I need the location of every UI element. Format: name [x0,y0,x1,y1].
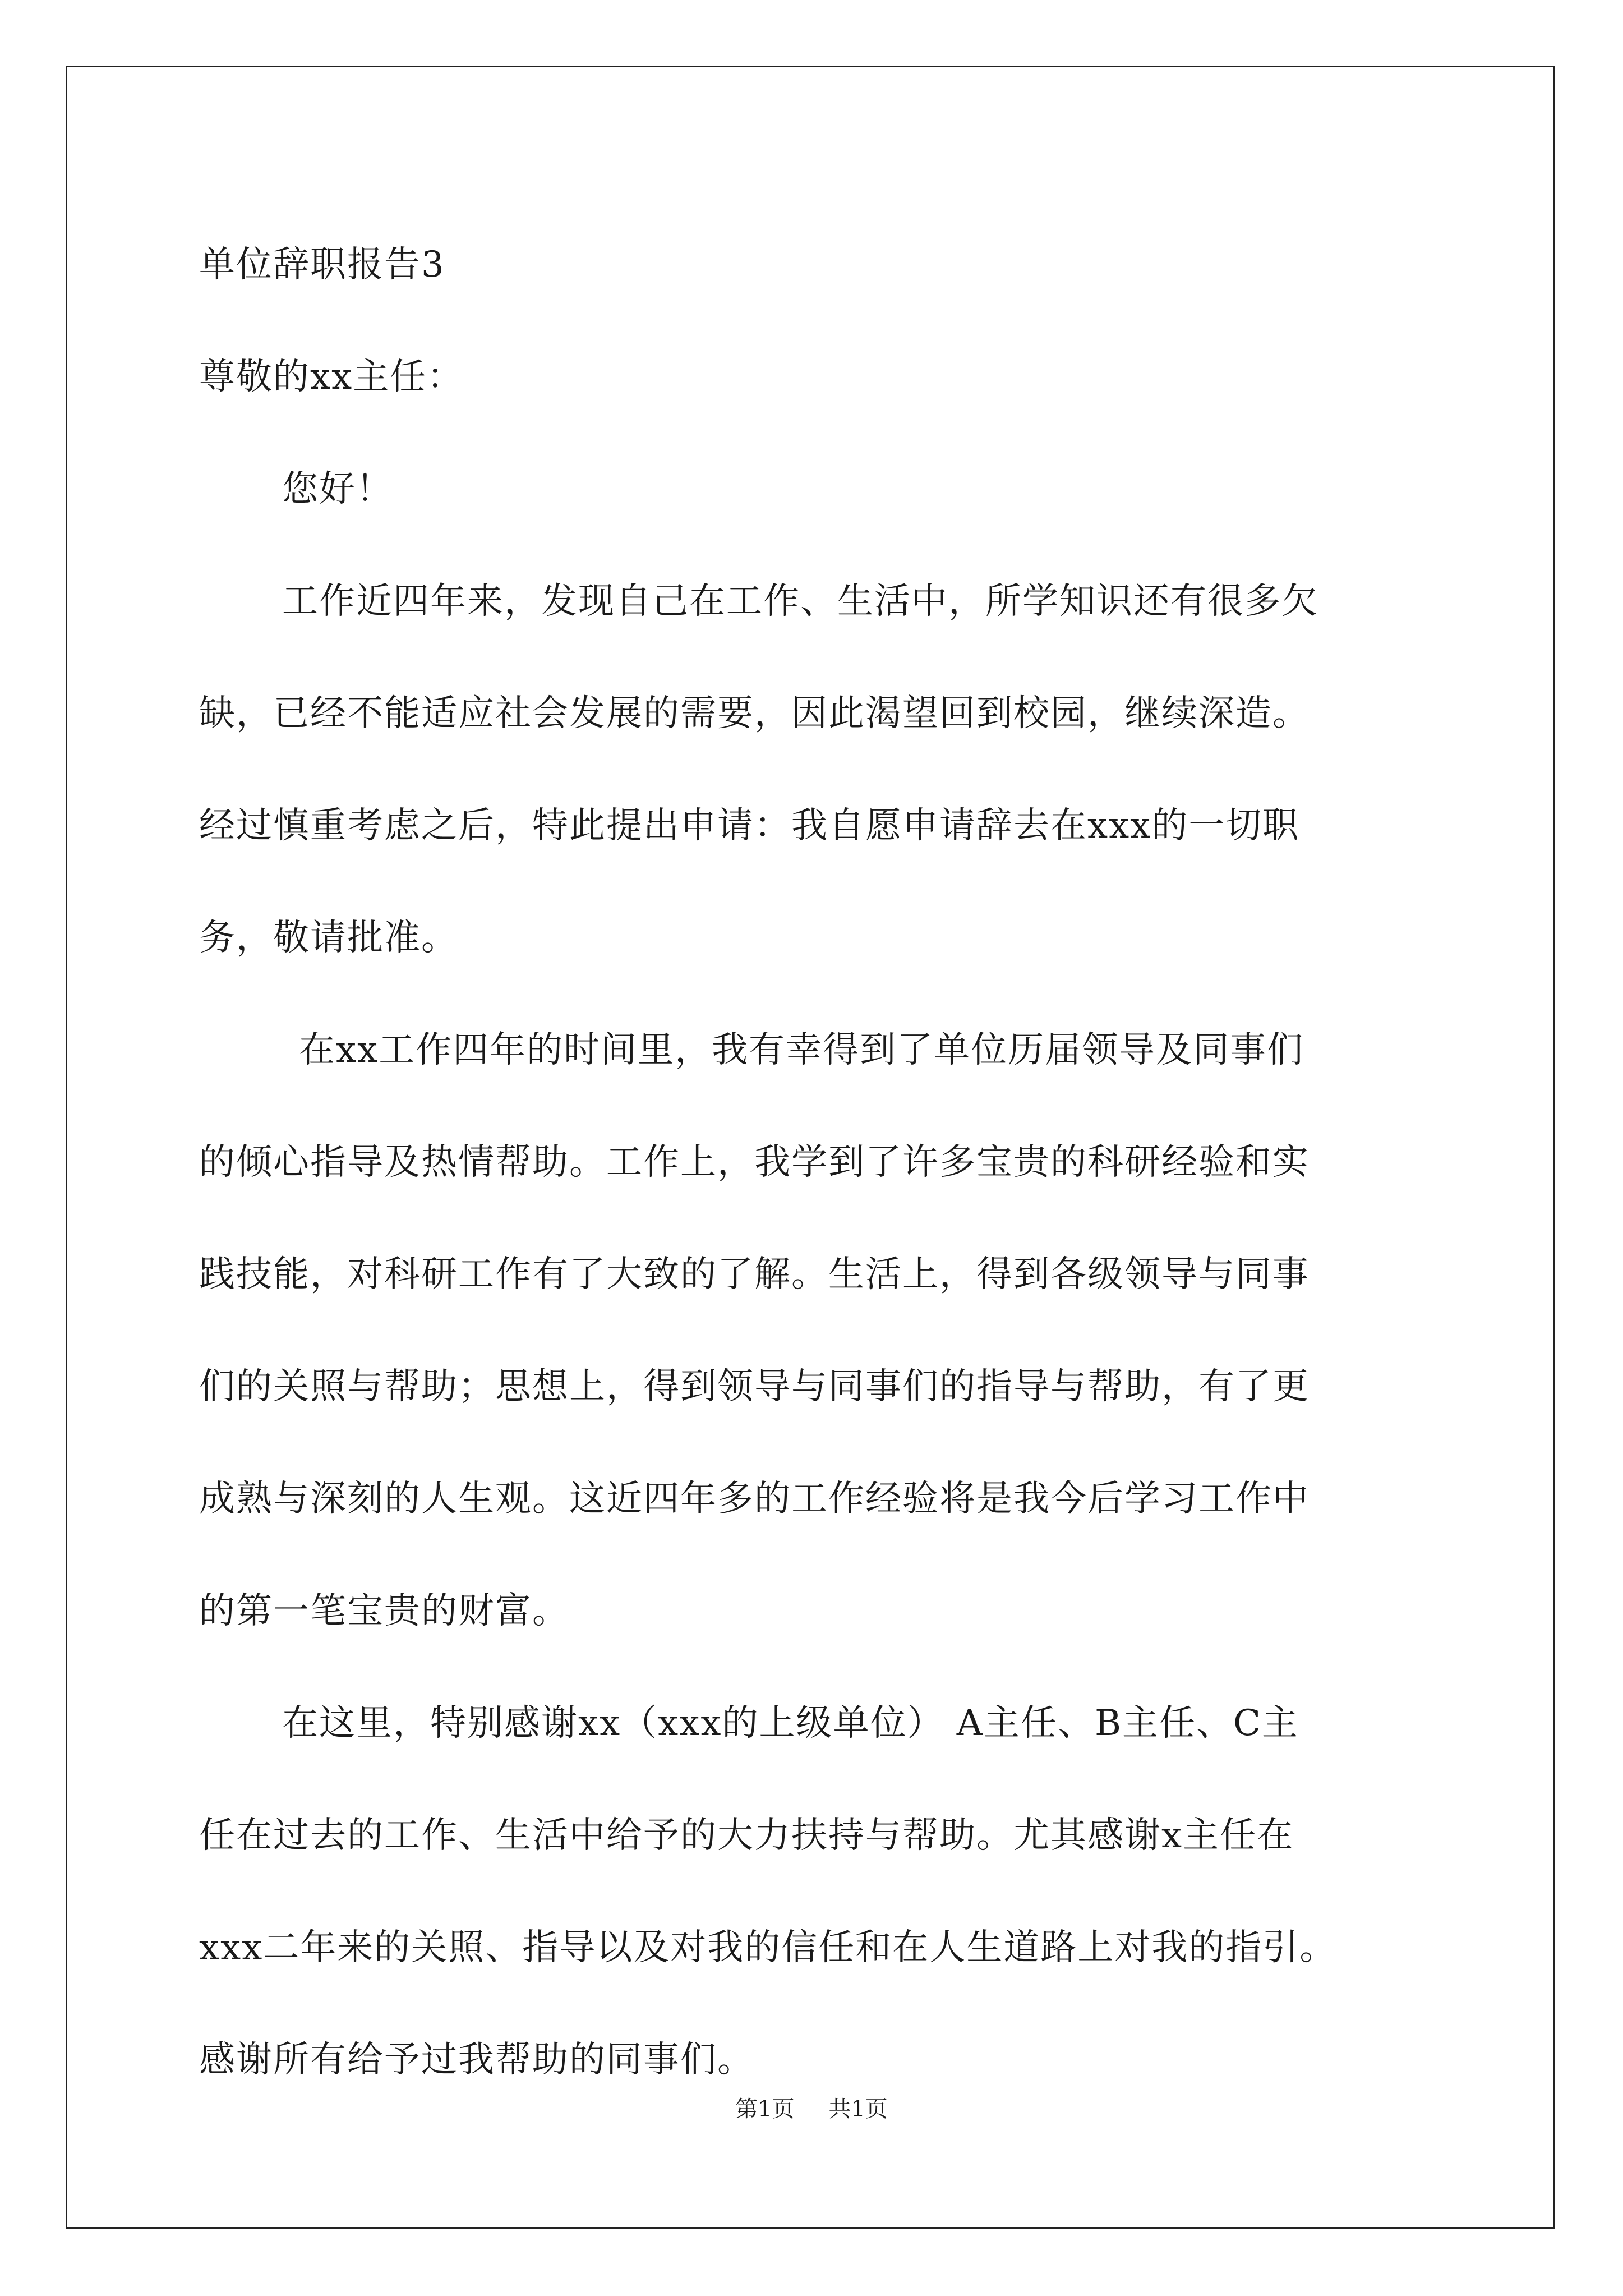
page-number-current: 第1页 [735,2096,795,2122]
paragraph-line: 工作近四年来，发现自己在工作、生活中，所学知识还有很多欠 [282,581,1318,622]
paragraph-3 [199,1667,1444,2116]
paragraph-line: 缺，已经不能适应社会发展的需要，因此渴望回到校园，继续深造。 [199,693,1310,734]
paragraph-line: 践技能，对科研工作有了大致的了解。生活上，得到各级领导与同事 [199,1254,1310,1295]
paragraph-line: 的第一笔宝贵的财富。 [199,1590,569,1632]
salutation: 尊敬的xx主任： [199,356,464,398]
paragraph-line: 感谢所有给予过我帮助的同事们。 [199,2039,754,2081]
paragraph-1 [199,545,1444,994]
paragraph-line: 务，敬请批准。 [199,917,458,959]
paragraph-line: 在xx工作四年的时间里，我有幸得到了单位历届领导及同事们 [299,1029,1304,1071]
greeting: 您好！ [282,468,393,510]
paragraph-line: 们的关照与帮助；思想上，得到领导与同事们的指导与帮助，有了更 [199,1366,1310,1407]
paragraph-line: 任在过去的工作、生活中给予的大力扶持与帮助。尤其感谢x主任在 [199,1815,1294,1856]
page-number-total: 共1页 [828,2096,888,2122]
page-footer [0,2095,1623,2123]
paragraph-line: 经过慎重考虑之后，特此提出申请：我自愿申请辞去在xxx的一切职 [199,805,1300,846]
paragraph-2 [199,994,1444,1667]
paragraph-line: 在这里，特别感谢xx（xxx的上级单位） A主任、B主任、C主 [282,1703,1299,1744]
paragraph-line: xxx二年来的关照、指导以及对我的信任和在人生道路上对我的指引。 [199,1927,1337,1968]
document-title: 单位辞职报告3 [199,244,445,286]
paragraph-line: 成熟与深刻的人生观。这近四年多的工作经验将是我今后学习工作中 [199,1478,1310,1520]
document-body [199,209,1444,2116]
paragraph-line: 的倾心指导及热情帮助。工作上，我学到了许多宝贵的科研经验和实 [199,1142,1310,1183]
